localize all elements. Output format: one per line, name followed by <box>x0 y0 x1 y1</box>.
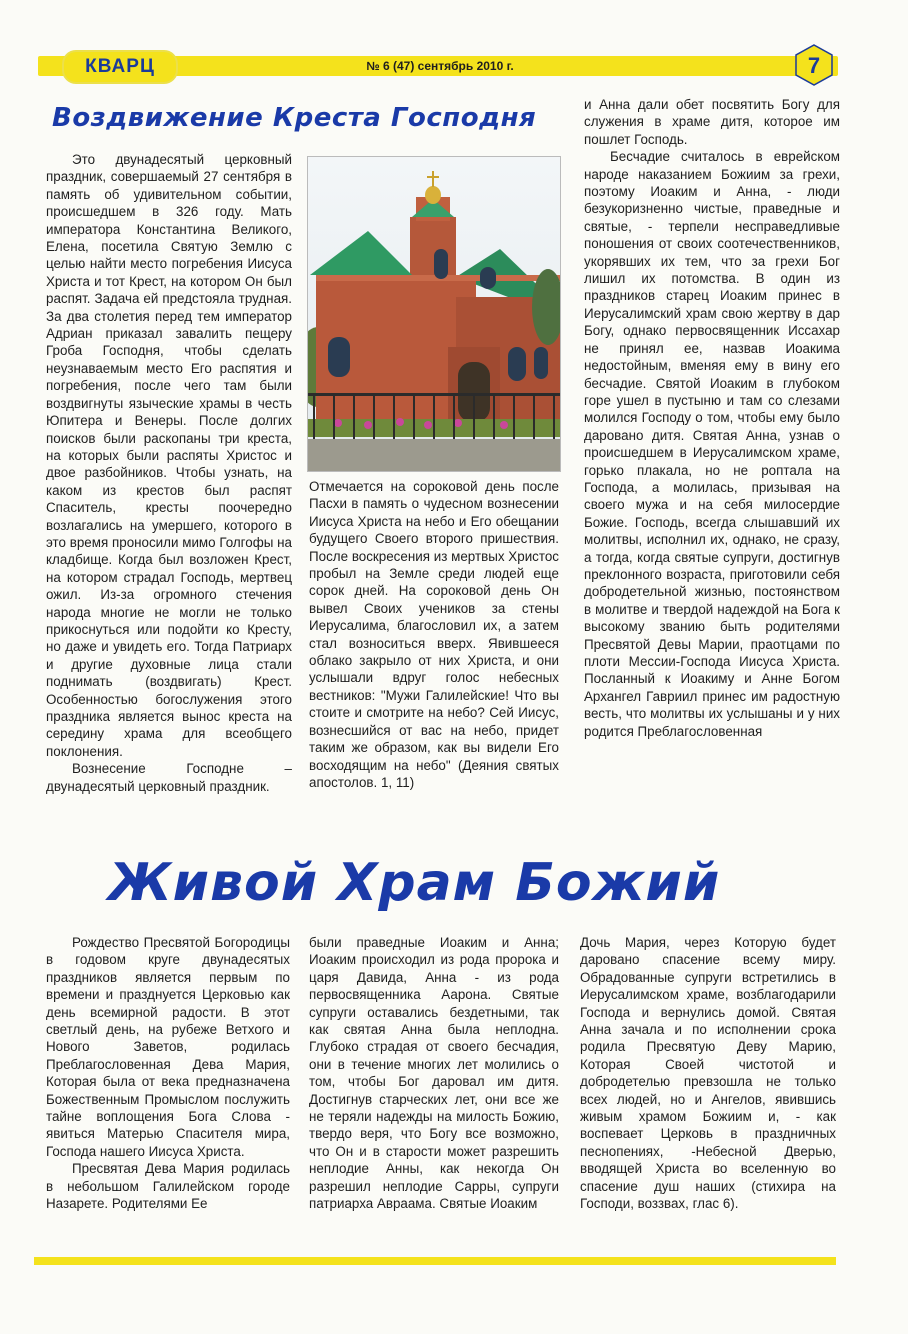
logo-text: КВАРЦ <box>85 56 155 77</box>
paragraph: Пресвятая Дева Мария родилась в небольшом Галилейском городе Назарете. Родителями Ее <box>46 1161 290 1212</box>
paragraph: Вознесение Господне – двунадесятый церковный праздник. <box>46 761 292 794</box>
church-photo <box>307 156 561 472</box>
article2-column-1 <box>46 934 290 1213</box>
paragraph: Отмечается на сороковой день после Пасхи в память о чудесном вознесении Иисуса Христа на небо и Его обещании будущего Своего второго пришествия. После воскресения из мертвых Христос пробыл на Земле среди людей еще сорок дней. На сороковой день Он вывел Своих учеников за стены Иерусалима, благословил их, а затем стал возноситься вверх. Явившееся облако закрыло от них Христа, и они услышали вдруг голос небесных вестников: "Мужи Галилейские! Что вы стоите и смотрите на небо? Сей Иисус, вознесшийся от вас на небо, придет таким же образом, как вы видели Его восходящим на небо" (Деяния святых апостолов. 1, 11) <box>309 479 559 790</box>
issue-info: № 6 (47) сентябрь 2010 г. <box>366 59 514 73</box>
page-number-badge <box>793 44 835 86</box>
paragraph: были праведные Иоаким и Анна; Иоаким происходил из рода пророка и царя Давида, Анна - из рода первосвященника Аарона. Святые супруги оставались бездетными, так как святая Анна была неплодна. Глубоко страдая от своего бесчадия, они в течение многих лет молились о том, чтобы Бог даровал им дитя. Достигнув старческих лет, они все же не теряли надежды на милость Божию, твердо веря, что Богу все возможно, что Он и в старости может разрешить неплодие Анны, как некогда Он разрешил неплодие Сарры, супруги патриарха Авраама. Святые Иоаким <box>309 935 559 1212</box>
footer-band <box>34 1257 836 1265</box>
paragraph: и Анна дали обет посвятить Богу для служения в храме дитя, которое им пошлет Господь. <box>584 97 840 147</box>
paragraph: Бесчадие считалось в еврейском народе наказанием Божиим за грехи, поэтому Иоаким и Анна, - люди безукоризненно чистые, праведные и святые, - терпели несправедливые поношения от своих соотечественников, укорявших их тем, что за грехи Бог лишил их потомства. В один из праздников старец Иоаким принес в Иерусалимский храм свою жертву в дар Богу, однако первосвященник Иссахар не принял ее, назвав Иоакима недостойным, вменяя ему в вину его бесчадие. Святой Иоаким в глубоком горе ушел в пустыню и там со слезами молился Господу о том, чтобы ему было даровано дитя. Святая Анна, узнав о происшедшем в Иерусалимском храме, горько плакала, но не роптала на Господа, а молилась, призывая на своего мужа и на себя милосердие Божие. Господь, всегда слышавший их молитвы, исполнил их, однако, не сразу, а тогда, когда святые супруги, достигнув преклонного возраста, приготовили себя добродетельной жизнью, постоянством в молитве и твердой надеждой на Бога к высокому званию быть родителями Пресвятой Девы Марии, праотцами по плоти Мессии-Господа Иисуса Христа. Посланный к Иоакиму и Анне Богом Архангел Гавриил принес им радостную весть, что молитвы их услышаны и у них родится Преблагословенная <box>584 149 840 739</box>
page-number: 7 <box>807 53 821 78</box>
article-column-3 <box>584 96 840 740</box>
article-title: Воздвижение Креста Господня <box>52 103 537 133</box>
article-column-1 <box>46 151 292 795</box>
article-title-2: Живой Храм Божий <box>108 853 721 913</box>
paragraph: Это двунадесятый церковный праздник, совершаемый 27 сентября в память об удивительном событии, происшедшем в 326 году. Мать императора Константина Великого, Елена, посетила Святую Землю с целью найти место погребения Иисуса Христа и тот Крест, на котором Он был распят. Задача ей предстояла трудная. За два столетия перед тем император Адриан приказал завалить пещеру Гроба Господня, чтобы сделать неузнаваемым место Его распятия и погребения, после чего там были воздвигнуты языческие храмы в честь Юпитера и Венеры. После долгих поисков были раскопаны три креста, на которых были распяты Христос и двое разбойников. Чтобы узнать, на каком из крестов был распят Спаситель, кресты поочередно возлагались на умершего, которого в это время проносили мимо Голгофы на кладбище. Когда был возложен Крест, на котором страдал Господь, мертвец ожил. Из-за огромного стечения народа многие не могли не только прикоснуться или подойти ко Кресту, но даже и увидеть его. Тогда Патриарх и другие духовные лица стали поднимать (воздвигать) Крест. Особенностью богослужения этого праздника является вынос креста на середину храма для всеобщего поклонения. <box>46 152 292 759</box>
church-illustration <box>308 157 560 471</box>
paragraph: Рождество Пресвятой Богородицы в годовом круге двунадесятых праздников является первым по времени и празднуется Церковью как день всемирной радости. В этот светлый день, на рубеже Ветхого и Нового Заветов, родилась Преблагословенная Дева Мария, Которая была от века предназначена Божественным Промыслом послужить тайне воплощения Бога Слова - явиться Матерью Спасителя мира, Господа нашего Иисуса Христа. <box>46 935 290 1159</box>
article2-column-3 <box>580 934 836 1213</box>
paragraph: Дочь Мария, через Которую будет даровано спасение всему миру. Обрадованные супруги встретились в Иерусалимском храме, возблагодарили Господа и вернулись домой. Святая Анна зачала и по исполнении срока родила Пресвятую Деву Марию, Которая Своей чистотой и добродетелью превзошла не только всех людей, но и Ангелов, явившись живым храмом Божиим и, - как воспевает Церковь в праздничных песнопениях, -Небесной Дверью, вводящей Христа во вселенную во спасение душ наших (стихира на Господи, воззвах, глас 6). <box>580 935 836 1212</box>
article2-column-2 <box>309 934 559 1213</box>
article-column-2 <box>309 478 559 791</box>
newspaper-logo <box>62 50 178 84</box>
